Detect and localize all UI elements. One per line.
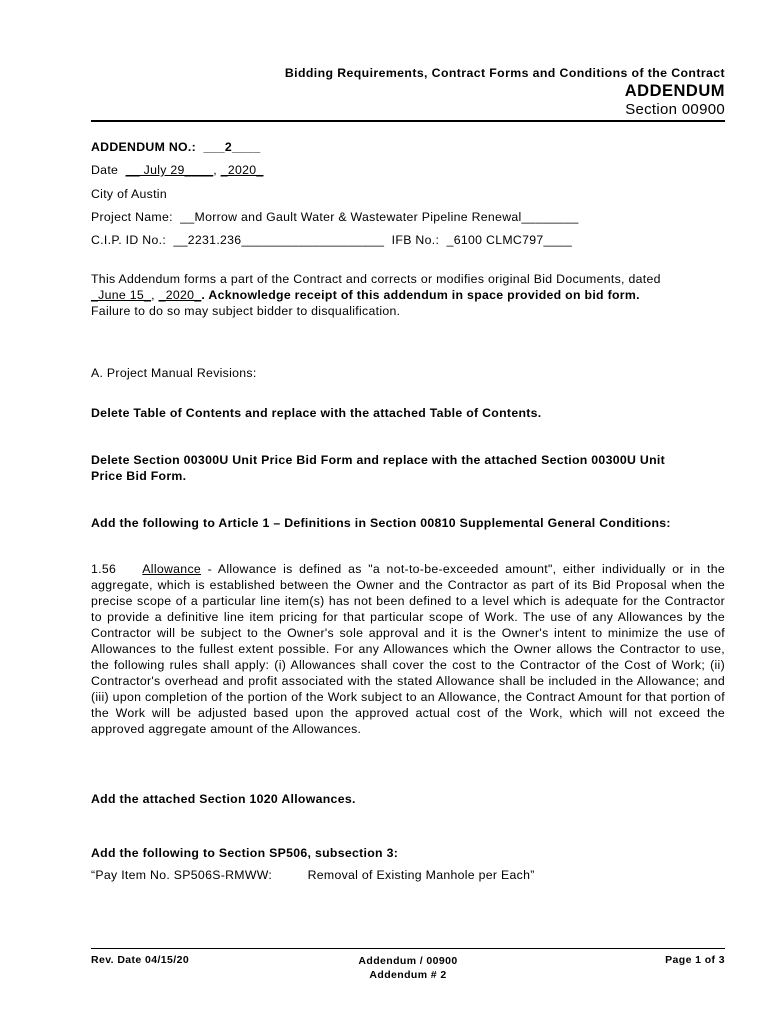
cip-label: C.I.P. ID No.: [91,233,167,247]
allowance-definition [91,561,725,737]
date-row [91,163,264,177]
header-subtitle: Bidding Requirements, Contract Forms and Conditions of the Contract [284,66,725,80]
intro-line-3: Failure to do so may subject bidder to disqualification. [91,304,401,318]
pay-item-row [91,868,535,882]
header-rule [91,120,725,122]
header-section: Section 00900 [625,101,725,118]
item-section-1020: Add the attached Section 1020 Allowances. [91,792,356,806]
document-page [91,0,725,1024]
intro-paragraph [91,271,725,319]
footer-rev-date: Rev. Date 04/15/20 [91,954,190,966]
ifb-label: IFB No.: [391,233,440,247]
item-article-1: Add the following to Article 1 – Definitions in Section 00810 Supplemental General Conditions: [91,516,671,530]
pay-item-label: “Pay Item No. SP506S-RMWW: [91,868,273,882]
footer-addendum-number: Addendum # 2 [369,969,447,981]
addendum-number-value: ___2____ [203,140,261,154]
intro-date-1: _June 15_ [91,288,152,302]
footer-center [291,954,525,982]
addendum-number-row [91,140,261,154]
section-a-heading: A. Project Manual Revisions: [91,366,257,380]
allowance-number: 1.56 [91,562,117,576]
intro-date-2: _2020_ [158,288,202,302]
project-label: Project Name: [91,210,173,224]
intro-acknowledge: . Acknowledge receipt of this addendum in space provided on bid form. [201,288,640,302]
intro-line-1: This Addendum forms a part of the Contract and corrects or modifies original Bid Documents, dated [91,272,661,286]
item-table-of-contents: Delete Table of Contents and replace with the attached Table of Contents. [91,406,542,420]
project-name: __Morrow and Gault Water & Wastewater Pipeline Renewal________ [180,210,579,224]
item-sp506: Add the following to Section SP506, subsection 3: [91,846,399,860]
footer-addendum-section: Addendum / 00900 [358,955,458,967]
date-separator: , [213,163,217,177]
header-title: ADDENDUM [624,82,725,100]
allowance-text: - Allowance is defined as "a not-to-be-exceeded amount", either individually or in the aggregate, which is established between the Owner and the Contractor as part of its Bid Proposal when the precise scope of a particular line item(s) has not been defined to a level which is adequate for the Contractor to provide a definitive line item pricing for that particular scope of Work. The use of any Allowances by the Contractor will be subject to the Owner's sole approval and it is the Owner's intent to minimize the use of Allowances to the fullest extent possible. For any Allowances which the Owner allows the Contractor to use, the following rules shall apply: (i) Allowances shall cover the cost to the Contractor of the Cost of Work; (ii) Contractor's overhead and profit associated with the stated Allowance shall be included in the Allowance; and (iii) upon completion of the portion of the Work subject to an Allowance, the Contract Amount for that portion of the Work will be adjusted based upon the approved actual cost of the Work, which will not exceed the approved aggregate amount of the Allowances. [91,562,725,736]
ifb-value: _6100 CLMC797____ [446,233,573,247]
cip-value: __2231.236____________________ [173,233,385,247]
pay-item-description: Removal of Existing Manhole per Each” [307,868,535,882]
footer-page-number: Page 1 of 3 [665,954,725,966]
allowance-term: Allowance [142,562,202,576]
date-month: __ July 29____ [125,163,214,177]
project-row [91,210,579,224]
item-bid-form: Delete Section 00300U Unit Price Bid Form and replace with the attached Section 00300U Unit Price Bid Form. [91,453,665,483]
date-year: _2020_ [220,163,264,177]
cip-ifb-row [91,233,572,247]
addendum-number-label: ADDENDUM NO.: [91,140,197,154]
intro-date-separator: , [151,288,155,302]
date-label: Date [91,163,119,177]
footer-rule [91,948,725,949]
intro-line-2 [91,287,725,303]
city-line: City of Austin [91,187,167,201]
